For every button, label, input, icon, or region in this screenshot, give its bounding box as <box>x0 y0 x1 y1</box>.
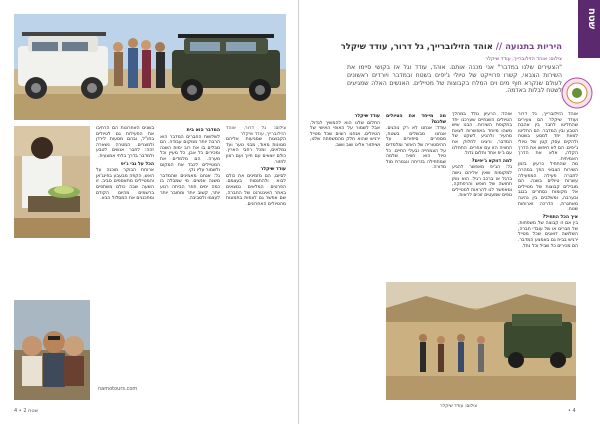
convoy-photo <box>386 282 576 400</box>
right-col-1-subhead: איך הכל התחיל? <box>542 214 578 220</box>
left-col-1-body: בשנים האחרונות הם הרחיבו את הפעילות גם לטיולים בחו"ל, ובהם מסעות לירדן ולמצרים. המטרה נשארה זהה: לחבר אנשים לטבע ולמדבר בדרך בלתי אמצעית. <box>96 126 154 159</box>
article-title-prefix: היריות בתנועה // <box>495 42 562 52</box>
article-title-names: אוהד הזילוברייך, גל דרור, עודד שיקלר <box>340 42 493 52</box>
left-page <box>0 0 299 424</box>
top-photo-caption: צילום: גל דרור, אוהד הזילוברייך, עודד שיקלר <box>226 126 286 137</box>
left-col-1-body-b: ארוחת הבוקר מוכנה על האש, הקפה מבעבע בפינג'אן והמטיילים מתאספים סביב. זו השעה שבה כולם משתפים ברשמים מהיום הקודם ומתכננים את המסלול הבא. <box>96 168 154 202</box>
group-photo <box>14 300 90 400</box>
left-col-3-body-b: לסיום, הם מזמינים את כולם לבוא ולהתנסות בעצמם. הפרטים המלאים נמצאים באתר האינטרנט של החברה, שם אפשר גם לצפות בתמונות מהטיולים האחרונים. <box>226 173 286 207</box>
cooking-photo-art <box>14 126 90 238</box>
cooking-photo <box>14 126 90 238</box>
article-byline: צילום: אוהד הזילוברייך, עודד שיקלר <box>485 56 562 62</box>
left-col-1-subhead: הכל על גבי ג'יפ <box>120 161 154 167</box>
left-col-2-body-b: גל: אנחנו מאמינים שהמדבר משנה אנשים. מי שמבלה בו כמה ימים חוזר הביתה רגוע יותר, קשוב יותר ומחובר יותר לעצמו ולסביבה. <box>160 173 220 202</box>
section-tab <box>578 0 600 58</box>
convoy-photo-caption: צילום: עודד שיקלר <box>440 404 478 409</box>
right-col-2-body: אוהד: הרעיון נולד במהלך הטיולים השנתיים שערכנו יחד בתקופת השירות. הבנו שיש משהו מיוחד באפשרות לצאת מהעיר ולהגיע לשקט של המדבר, ורצינו לחלוק את החוויה הזו עם אחרים. התחלנו עם ג'יפ אחד וחלום גדול. <box>452 112 512 157</box>
right-col-2 <box>452 112 512 278</box>
right-col-3-body: עודד: אנחנו לא רק נוהגים. אנחנו מבשלים בשטח, מספרים סיפורים על ההיסטוריה של האזור ומלמדים על הצמחייה ובעלי החיים. כל טיול הוא חוויה שלמה שמתחילה בזריחה ונגמרת מול מדורה. <box>386 126 446 171</box>
section-label: שטח <box>586 8 597 30</box>
right-col-2-body-b: גל: הג'יפ מאפשר להגיע למקומות שאין אליהם גישה ברגל או ברכב רגיל. הוא נותן תחושה של חופש והרפתקה, ומאפשר לנו להראות למטיילים נופים שמעטים זוכים לראות. <box>452 165 512 199</box>
convoy-photo-art <box>386 282 576 400</box>
section-sidebar <box>578 0 600 424</box>
right-col-1-body: אוהד הזילוברייך, גל דרור ועודד שיקלר הם צעירים שהחליטו לחבר בין אהבת הטבע ובין המדבר. הם החליטו לצאת יחד למסע בשטח ולהקים עסק קטן של טיולי ג'יפים. הם לא חיפשו את הדרך הקלה, אלא את הדרך האמיתית. <box>518 112 578 162</box>
article-title <box>341 42 562 52</box>
page-number-right: • 4 <box>568 408 576 414</box>
left-col-3 <box>226 126 286 354</box>
page-number-left: שטח 2 • 4 <box>14 408 39 414</box>
right-col-4 <box>310 112 380 412</box>
right-col-2-subhead: למה דווקא ג'יפים? <box>471 158 512 164</box>
right-col-3 <box>386 112 446 278</box>
jeeps-photo <box>14 14 286 120</box>
group-photo-art <box>14 300 90 400</box>
right-col-3-subhead: מה מייחד את הטיולים שלכם? <box>386 114 446 125</box>
jeeps-photo-art <box>14 14 286 120</box>
website-url[interactable]: namotours.com <box>98 386 138 392</box>
decorative-mandala-icon <box>560 76 594 110</box>
right-col-1-body-b: מה שהתחיל כרעיון בזמן השירות הצבאי הפך במהרה לחברה פעילה המפעילה עשרות טיולים בשנה. הם מובילים קבוצות של מטיילים אל מקומות נסתרים בנגב ובערבה, ומשלבים בין נהיגה מאתגרת, הדרכה וארוחות שטח. <box>518 162 578 213</box>
right-page <box>300 0 600 424</box>
left-col-3-subhead: עודד שיקלר <box>260 167 286 173</box>
right-col-1-body-c: בין אם זו קבוצה של משפחות, של חברים או של עובדי חברה, השלושה דואגים שכל מטייל ירגיש בבית גם באמצע המדבר. הם מכירים כל שביל וכל נחל. <box>518 221 578 249</box>
article-intro: "הצעירים שלנו במדבר" אני מכנה אותם. אוהד, עודד וגל אז בקושי סיימו את השירות הצבאי, קשרו פרוייקט של טיולי ג'יפים בשטח ובמדבר ויורדים ראשונים לעולם שנקרא חוף מים וים המלח בקבוצות של מטיילים. האנשים האלה שמגיעים לשטח לבלות באדמה. <box>347 64 562 95</box>
left-col-2-subhead: המדבר הוא בית <box>186 128 220 133</box>
left-col-2 <box>160 126 220 354</box>
right-col-4-body: החלום שלנו הוא להמשיך לגדול, אבל לשמור על האופי האישי של הטיולים. אנחנו רוצים שכל מטייל ירגיש שהוא חלק מהמשפחה שלנו, ושיחזור אלינו שוב ושוב. <box>310 120 380 148</box>
left-col-1 <box>96 126 154 354</box>
right-col-4-subhead: עודד שיקלר <box>354 114 380 119</box>
left-col-3-body: הקבוצות שמגיעות אליהם מגוונות מאוד, מבני נוער ועד גמלאים, ומכל רחבי הארץ. כולם יוצאים עם חיוך ועם רצון לחזור. <box>226 137 286 165</box>
left-col-2-body: לשלושת החברים המדבר הוא הרבה יותר ממקום עבודה. הם מבלים בו את רוב ימות השנה ומכירים כל אבן, כל מעיין וכל מערה. הם מלמדים את המטיילים לכבד את המקום ולשמור עליו נקי. <box>160 134 220 174</box>
